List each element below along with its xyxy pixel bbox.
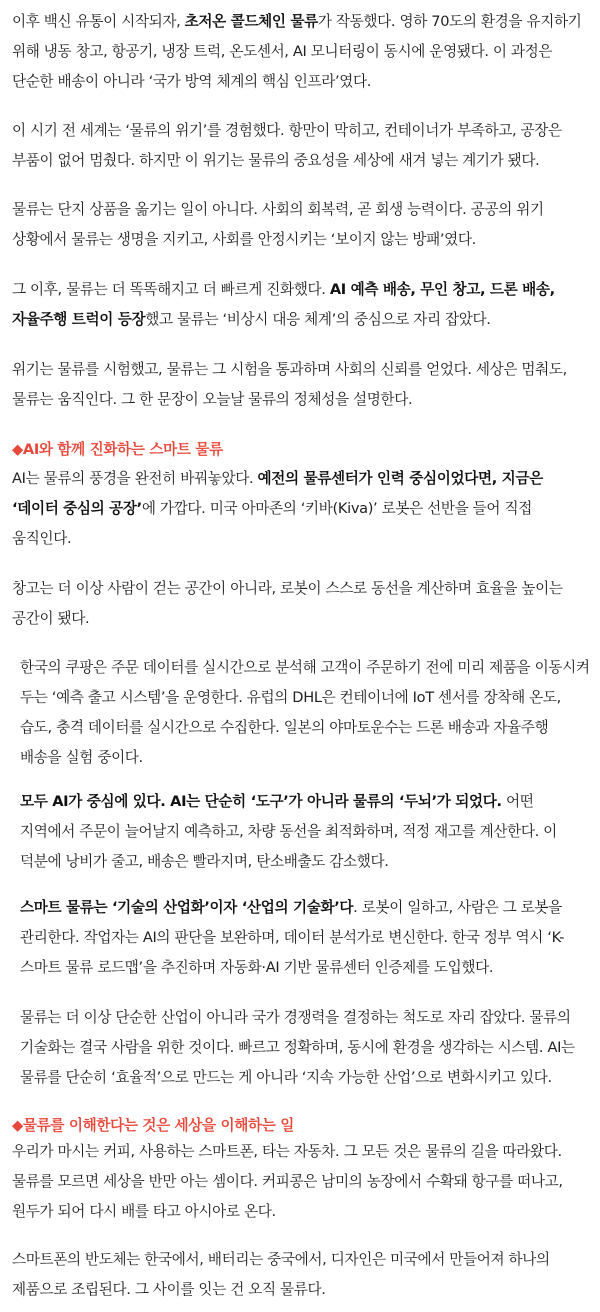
paragraph-emphasis: AI 예측 배송, 무인 창고, 드론 배송, 자율주행 트럭이 등장 bbox=[12, 281, 555, 328]
paragraph-emphasis: 모두 AI가 중심에 있다. AI는 단순히 ‘도구’가 아니라 물류의 ‘두뇌’가 되었다. bbox=[20, 793, 502, 810]
paragraph-text: 가 작동했다. 영하 70도의 환경을 유지하기 위해 냉동 창고, 항공기, 냉장 트럭, 온도센서, AI 모니터링이 동시에 운영됐다. 이 과정은 단순한 배송이 아니라 ‘국가 방역 체계의 핵심 인프라’였다. bbox=[12, 13, 582, 90]
paragraph-emphasis: 예전의 물류센터가 인력 중심이었다면, 지금은 ‘데이터 중심의 공장’ bbox=[12, 470, 543, 517]
paragraph-text: . 로봇이 일하고, 사람은 그 로봇을 관리한다. 작업자는 AI의 판단을 보완하며, 데이터 분석가로 변신한다. 한국 정부 역시 ‘K-스마트 물류 로드맵’을 추진하며 자동화·AI 기반 물류센터 인증제를 도입했다. bbox=[20, 899, 565, 976]
paragraph-text: 했고 물류는 ‘비상시 대응 체계’의 중심으로 자리 잡았다. bbox=[145, 311, 491, 328]
paragraph-text: AI는 물류의 풍경을 완전히 바꿔놓았다. bbox=[12, 470, 258, 487]
paragraph-ai-landscape bbox=[12, 464, 590, 554]
paragraph-trust: 위기는 물류를 시험했고, 물류는 그 시험을 통과하며 사회의 신뢰를 얻었다. 세상은 멈춰도, 물류는 움직인다. 그 한 문장이 오늘날 물류의 정체성을 설명한다. bbox=[12, 361, 567, 408]
paragraph-emphasis: 스마트 물류는 ‘기술의 산업화’이자 ‘산업의 기술화’다 bbox=[20, 899, 354, 916]
section-heading-text: AI와 함께 진화하는 스마트 물류 bbox=[22, 441, 223, 458]
paragraph-coffee-journey: 우리가 마시는 커피, 사용하는 스마트폰, 타는 자동차. 그 모든 것은 물류의 길을 따라왔다. 물류를 모르면 세상을 반만 아는 셈이다. 커피콩은 남미의 농장에서 수확돼 항구를 떠나고, 원두가 되어 다시 배를 타고 아시아로 온다. bbox=[12, 1143, 563, 1220]
paragraph-cold-chain bbox=[12, 7, 590, 97]
paragraph-text: 그 이후, 물류는 더 똑똑해지고 더 빠르게 진화했다. bbox=[12, 281, 330, 298]
paragraph-text: 이후 백신 유통이 시작되자, bbox=[12, 13, 185, 30]
diamond-icon: ◆ bbox=[12, 441, 23, 458]
paragraph-text: 에 가깝다. 미국 아마존의 ‘키바(Kiva)’ 로봇은 선반을 들어 직접 움직인다. bbox=[12, 500, 532, 547]
paragraph-smartphone-assembly: 스마트폰의 반도체는 한국에서, 배터리는 중국에서, 디자인은 미국에서 만들어져 하나의 제품으로 조립된다. 그 사이를 잇는 건 오직 물류다. bbox=[12, 1251, 550, 1298]
paragraph-national-competitiveness: 물류는 더 이상 단순한 산업이 아니라 국가 경쟁력을 결정하는 척도로 자리 잡았다. 물류의 기술화는 결국 사람을 위한 것이다. 빠르고 정확하며, 동시에 환경을 생각하는 시스템. AI는 물류를 단순히 ‘효율적’으로 만드는 게 아니라 ‘지속 가능한 산업’으로 변화시키고 있다. bbox=[20, 1009, 575, 1086]
paragraph-evolution bbox=[12, 275, 590, 335]
paragraph-text: 어떤 지역에서 주문이 늘어날지 예측하고, 차량 동선을 최적화하며, 적정 재고를 계산한다. 이 덕분에 낭비가 줄고, 배송은 빨라지며, 탄소배출도 감소했다. bbox=[20, 793, 557, 870]
diamond-icon: ◆ bbox=[12, 1117, 23, 1134]
paragraph-ai-brain bbox=[20, 787, 590, 877]
paragraph-logistics-crisis: 이 시기 전 세계는 ‘물류의 위기’를 경험했다. 항만이 막히고, 컨테이너가 부족하고, 공장은 부품이 없어 멈췄다. 하지만 이 위기는 물류의 중요성을 세상에 새겨 넣는 계기가 됐다. bbox=[12, 122, 562, 169]
section-heading-text: 물류를 이해한다는 것은 세상을 이해하는 일 bbox=[22, 1117, 294, 1134]
paragraph-emphasis: 초저온 콜드체인 물류 bbox=[184, 13, 318, 30]
paragraph-global-examples: 한국의 쿠팡은 주문 데이터를 실시간으로 분석해 고객이 주문하기 전에 미리 제품을 이동시켜 두는 ‘예측 출고 시스템’을 운영한다. 유럽의 DHL은 컨테이너에 IoT 센서를 장착해 온도, 습도, 충격 데이터를 실시간으로 수집한다. 일본의 야마토운수는 드론 배송과 자율주행 배송을 실험 중이다. bbox=[20, 659, 590, 766]
paragraph-resilience: 물류는 단지 상품을 옮기는 일이 아니다. 사회의 회복력, 곧 회생 능력이다. 공공의 위기 상황에서 물류는 생명을 지키고, 사회를 안정시키는 ‘보이지 않는 방패’였다. bbox=[12, 201, 544, 248]
paragraph-warehouse-robots: 창고는 더 이상 사람이 걷는 공간이 아니라, 로봇이 스스로 동선을 계산하며 효율을 높이는 공간이 됐다. bbox=[12, 580, 563, 627]
paragraph-industrialization bbox=[20, 893, 590, 983]
section-heading-smart-logistics bbox=[12, 435, 590, 465]
